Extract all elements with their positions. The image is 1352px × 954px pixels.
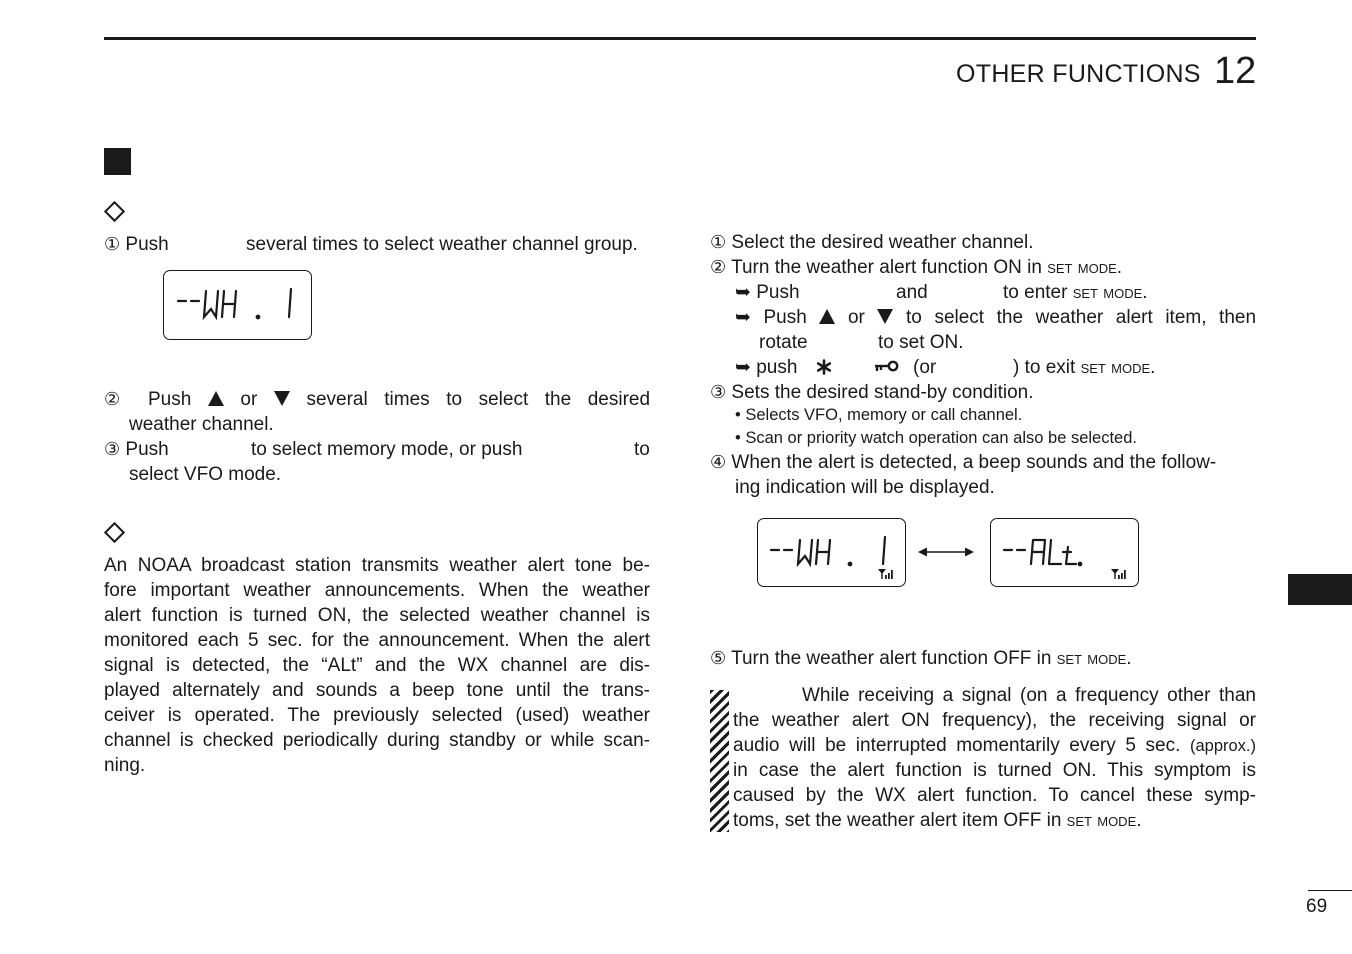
set-mode-label: set mode — [1056, 648, 1127, 669]
step-number: ③ — [710, 382, 727, 402]
note-line — [733, 808, 1142, 833]
diamond-bullet-icon — [104, 201, 125, 222]
step2-rest: several times to select the desired — [306, 389, 651, 410]
lcd-display-wx — [163, 270, 312, 340]
step2-push: Push — [147, 389, 192, 410]
left-step3-mid: to select memory mode, or push — [251, 439, 523, 460]
note-line — [733, 733, 1256, 758]
paragraph-line: ceiver is operated. The previously selected (used) weather — [104, 705, 650, 726]
set-mode-label: set mode — [1047, 257, 1117, 278]
period: . — [1142, 282, 1148, 303]
note-line: While receiving a signal (on a frequency other than — [802, 685, 1256, 706]
paragraph-line: An NOAA broadcast station transmits weather alert tone be- — [104, 555, 650, 576]
right-step3 — [710, 380, 1034, 405]
triangle-down-icon — [274, 391, 290, 406]
step2-or: or — [240, 389, 258, 410]
arrow-bullet-icon: ➥ — [735, 357, 751, 378]
step3-text: Sets the desired stand-by condition. — [731, 382, 1034, 403]
right-sub1 — [735, 280, 800, 305]
left-step1-rest: several times to select weather channel group. — [246, 234, 638, 255]
sub1-and: and — [896, 282, 928, 303]
step-number: ③ — [104, 439, 121, 459]
lcd-display-wx-alert — [757, 518, 906, 587]
sub1-push: Push — [756, 282, 800, 303]
period: . — [1116, 257, 1123, 278]
paragraph-line: ning. — [104, 755, 146, 776]
note-line: in case the alert function is turned ON. This symptom is — [733, 760, 1256, 781]
paragraph-line: played alternately and sounds a beep tone until the trans- — [104, 680, 650, 701]
paragraph-line: channel is checked periodically during standby or while scan- — [104, 730, 650, 751]
note-line: the weather alert ON frequency), the receiving signal or — [733, 710, 1256, 731]
alert-description-paragraph — [104, 553, 650, 778]
step3-bullet2: • Scan or priority watch operation can also be selected. — [735, 429, 1137, 447]
lcd-alt-graphic — [991, 519, 1138, 586]
set-mode-label: set mode — [1072, 282, 1143, 303]
sub1-enter — [1003, 280, 1148, 305]
sub2-push: Push — [763, 307, 807, 328]
step-number: ② — [104, 389, 132, 409]
period: . — [1126, 648, 1132, 669]
right-step1 — [710, 230, 1034, 255]
antenna-signal-icon — [878, 569, 893, 579]
left-step1 — [104, 232, 169, 257]
section-marker — [104, 148, 131, 175]
step4-line2: ing indication will be displayed. — [735, 477, 995, 498]
note-text: audio will be interrupted momentarily every 5 sec. — [733, 735, 1181, 756]
left-step3 — [104, 437, 169, 462]
step3-push: Push — [125, 439, 169, 460]
page-number-rule — [1308, 890, 1352, 891]
antenna-signal-icon — [1111, 569, 1126, 579]
asterisk-icon — [816, 359, 832, 380]
sub2-rotate: rotate — [759, 332, 808, 353]
sub2-seton: to set ON. — [878, 332, 964, 353]
paragraph-line: alert function is turned ON, the selected weather channel is — [104, 605, 650, 626]
step5-text: Turn the weather alert function OFF in — [731, 648, 1052, 669]
paragraph-line: monitored each 5 sec. for the announcement. When the alert — [104, 630, 650, 651]
diamond-bullet-icon — [104, 522, 125, 543]
step3-bullet1: • Selects VFO, memory or call channel. — [735, 406, 1023, 424]
step-number: ① — [710, 232, 727, 252]
arrow-bullet-icon: ➥ — [735, 282, 751, 303]
step-number: ② — [710, 257, 727, 277]
right-sub3 — [735, 355, 797, 380]
triangle-down-icon — [877, 309, 893, 324]
sub3-exit — [1013, 355, 1155, 380]
sub2-rest: to select the weather alert item, then — [906, 307, 1257, 328]
step-number: ⑤ — [710, 648, 727, 668]
sub2-or: or — [847, 307, 865, 328]
lcd-display-alt — [990, 518, 1139, 587]
right-sub2 — [735, 305, 1256, 330]
step-number: ① — [104, 234, 121, 254]
top-rule — [104, 37, 1256, 40]
right-step4 — [710, 450, 1216, 475]
step-number: ④ — [710, 452, 727, 472]
triangle-up-icon — [208, 391, 224, 406]
note-hatch-bar — [710, 690, 729, 832]
sub3-or: (or — [913, 357, 937, 378]
right-step2 — [710, 255, 1122, 280]
section-number: 12 — [1214, 50, 1257, 92]
step4-line1: When the alert is detected, a beep sounds and the follow- — [731, 452, 1217, 473]
right-step5 — [710, 646, 1132, 671]
sub3-exit-text: ) to exit — [1013, 357, 1076, 378]
sub1-enter-text: to enter — [1003, 282, 1068, 303]
triangle-up-icon — [819, 309, 835, 324]
set-mode-label: set mode — [1080, 357, 1151, 378]
period: . — [1136, 810, 1142, 831]
lcd-wx-alert-graphic — [758, 519, 905, 586]
paragraph-line: signal is detected, the “ALt” and the WX channel are dis- — [104, 655, 650, 676]
set-mode-label: set mode — [1066, 810, 1137, 831]
sub3-push: push — [756, 357, 798, 378]
lcd-wx-graphic — [164, 271, 311, 339]
note-line: caused by the WX alert function. To cancel these symp- — [733, 785, 1256, 806]
left-step3-to: to — [634, 439, 650, 460]
left-step3-line2: select VFO mode. — [129, 464, 282, 485]
arrow-bullet-icon: ➥ — [735, 307, 751, 328]
left-step2-line2: weather channel. — [129, 414, 274, 435]
step1-text: Select the desired weather channel. — [731, 232, 1034, 253]
step2-text: Turn the weather alert function ON in — [731, 257, 1042, 278]
note-text: toms, set the weather alert item OFF in — [733, 810, 1062, 831]
note-approx: (approx.) — [1189, 737, 1257, 755]
key-icon — [874, 360, 900, 379]
chapter-tab — [1288, 574, 1352, 605]
double-arrow-icon — [918, 545, 974, 563]
left-step2 — [104, 387, 650, 412]
period: . — [1150, 357, 1156, 378]
section-title: OTHER FUNCTIONS — [956, 60, 1201, 88]
step1-push: Push — [125, 234, 169, 255]
page-number: 69 — [1306, 896, 1328, 917]
paragraph-line: fore important weather announcements. When the weather — [104, 580, 650, 601]
